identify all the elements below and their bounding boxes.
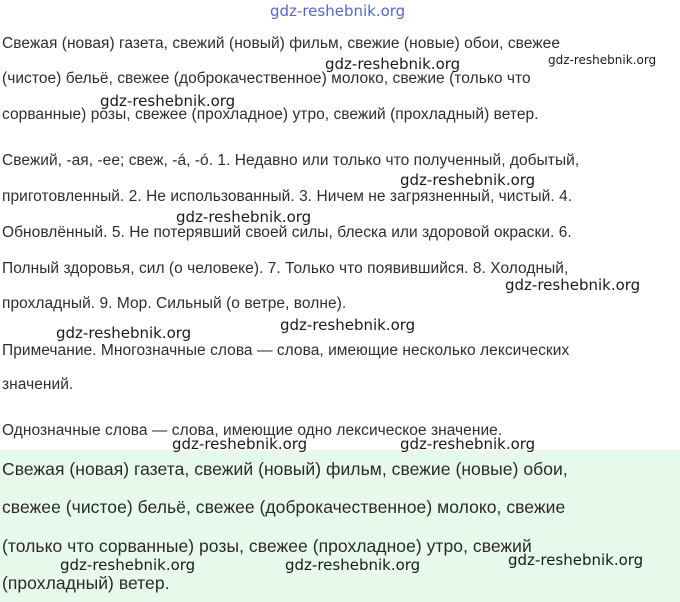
watermark: gdz-reshebnik.org [172,435,308,453]
answer-line-4: (прохладный) ветер. [2,573,170,593]
single-meaning-line: Однозначные слова — слова, имеющие одно лексическое значение. [2,422,503,439]
watermark: gdz-reshebnik.org [325,55,461,73]
watermark-top: gdz-reshebnik.org [270,2,406,20]
definition-line-4: Полный здоровья, сил (о человеке). 7. Только что появившийся. 8. Холодный, [2,260,569,277]
note-line-1: Примечание. Многозначные слова — слова, имеющие несколько лексических [2,342,570,359]
watermark: gdz-reshebnik.org [400,171,536,189]
watermark: gdz-reshebnik.org [176,208,312,226]
watermark: gdz-reshebnik.org [60,556,196,574]
watermark-small: gdz-reshebnik.org [548,53,657,67]
watermark: gdz-reshebnik.org [508,551,644,569]
definition-line-3: Обновлённый. 5. Не потерявший своей силы, блеска или здоровой окраски. 6. [2,224,572,241]
definition-line-5: прохладный. 9. Мор. Сильный (о ветре, волне). [2,295,347,312]
example-line-2: (чистое) бельё, свежее (доброкачественное) молоко, свежие (только что [2,70,531,87]
watermark: gdz-reshebnik.org [56,324,192,342]
example-line-3: сорванные) розы, свежее (прохладное) утро, свежий (прохладный) ветер. [2,106,539,123]
answer-line-2: свежее (чистое) бельё, свежее (доброкачественное) молоко, свежие [2,497,566,517]
watermark: gdz-reshebnik.org [285,556,421,574]
watermark: gdz-reshebnik.org [280,316,416,334]
watermark: gdz-reshebnik.org [400,435,536,453]
definition-line-2: приготовленный. 2. Не использованный. 3. Ничем не загрязненный, чистый. 4. [2,188,573,205]
watermark: gdz-reshebnik.org [505,276,641,294]
watermark: gdz-reshebnik.org [100,92,236,110]
answer-line-3: (только что сорванные) розы, свежее (прохладное) утро, свежий [2,536,532,556]
note-line-2: значений. [2,376,74,393]
example-line-1: Свежая (новая) газета, свежий (новый) фильм, свежие (новые) обои, свежее [2,35,560,52]
definition-line-1: Свежий, -ая, -ее; свеж, -á, -ó. 1. Недавно или только что полученный, добытый, [2,152,580,169]
answer-line-1: Свежая (новая) газета, свежий (новый) фильм, свежие (новые) обои, [2,459,568,479]
